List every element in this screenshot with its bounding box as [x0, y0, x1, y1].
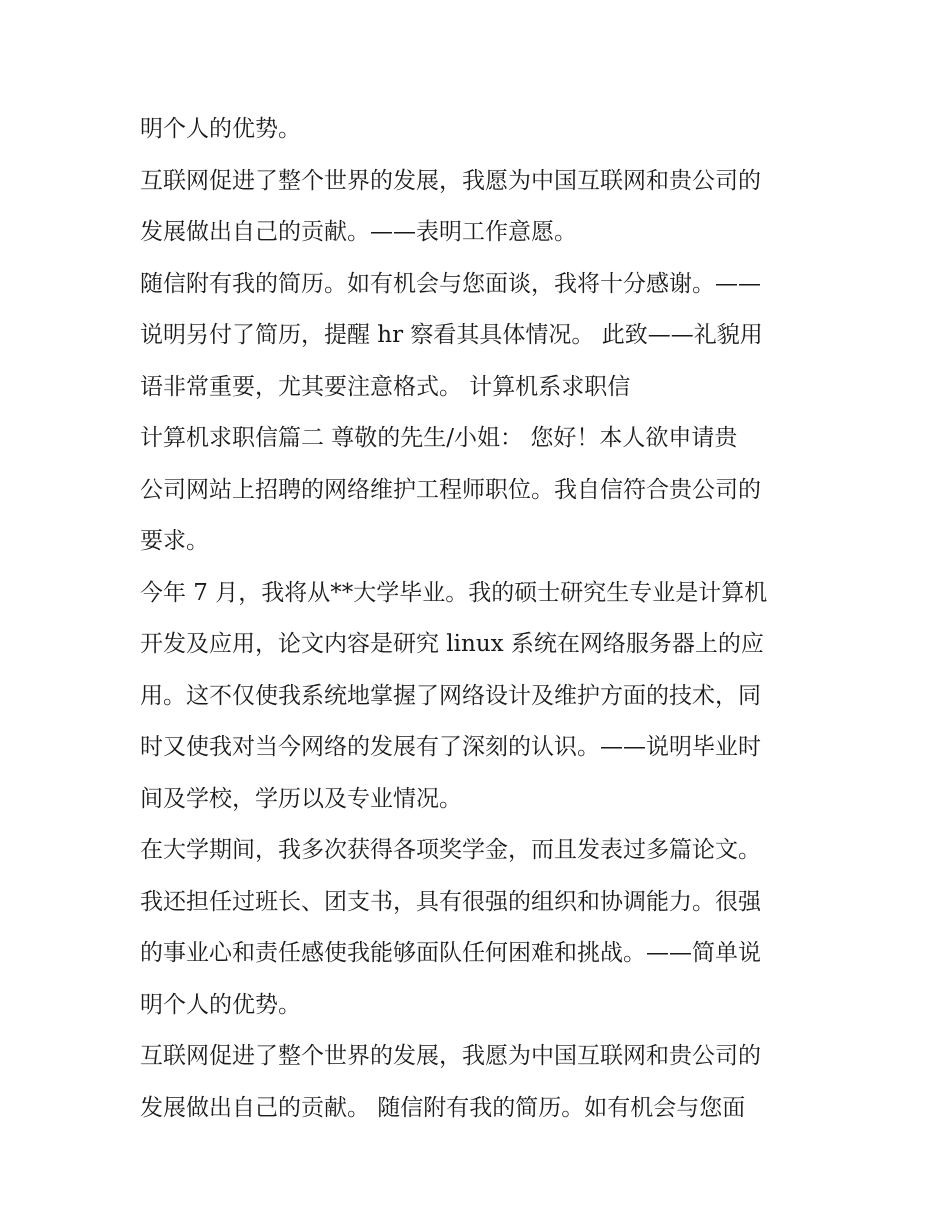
text-line: 说明另付了简历，提醒 hr 察看其具体情况。 此致——礼貌用: [140, 322, 763, 348]
text-line: 发展做出自己的贡献。 随信附有我的简历。如有机会与您面: [140, 1094, 746, 1121]
text-line: 发展做出自己的贡献。——表明工作意愿。: [140, 219, 577, 245]
text-line: 互联网促进了整个世界的发展，我愿为中国互联网和贵公司的: [140, 1043, 761, 1069]
text-line: 语非常重要，尤其要注意格式。 计算机系求职信: [140, 373, 631, 400]
text-line: 公司网站上招聘的网络维护工程师职位。我自信符合贵公司的: [140, 476, 761, 503]
document-body: [140, 104, 820, 1134]
text-line: 随信附有我的简历。如有机会与您面谈，我将十分感谢。——: [140, 270, 761, 297]
text-line: 在大学期间，我多次获得各项奖学金，而且发表过多篇论文。: [140, 837, 761, 863]
text-line: 用。这不仅使我系统地掌握了网络设计及维护方面的技术，同: [140, 682, 761, 709]
text-line: 开发及应用，论文内容是研究 linux 系统在网络服务器上的应: [140, 631, 764, 657]
text-line: 我还担任过班长、团支书，具有很强的组织和协调能力。很强: [140, 888, 761, 915]
text-line: 要求。: [140, 528, 209, 554]
text-line: 计算机求职信篇二 尊敬的先生/小姐： 您好！本人欲申请贵: [140, 425, 738, 451]
text-line: 间及学校，学历以及专业情况。: [140, 785, 462, 812]
text-line: 明个人的优势。: [140, 116, 301, 142]
text-line: 时又使我对当今网络的发展有了深刻的认识。——说明毕业时: [140, 734, 761, 760]
text-line: 的事业心和责任感使我能够面队任何困难和挑战。——简单说: [140, 940, 761, 966]
text-line: 今年 7 月，我将从**大学毕业。我的硕士研究生专业是计算机: [140, 579, 768, 606]
text-line: 明个人的优势。: [140, 991, 301, 1018]
text-line: 互联网促进了整个世界的发展，我愿为中国互联网和贵公司的: [140, 167, 761, 194]
